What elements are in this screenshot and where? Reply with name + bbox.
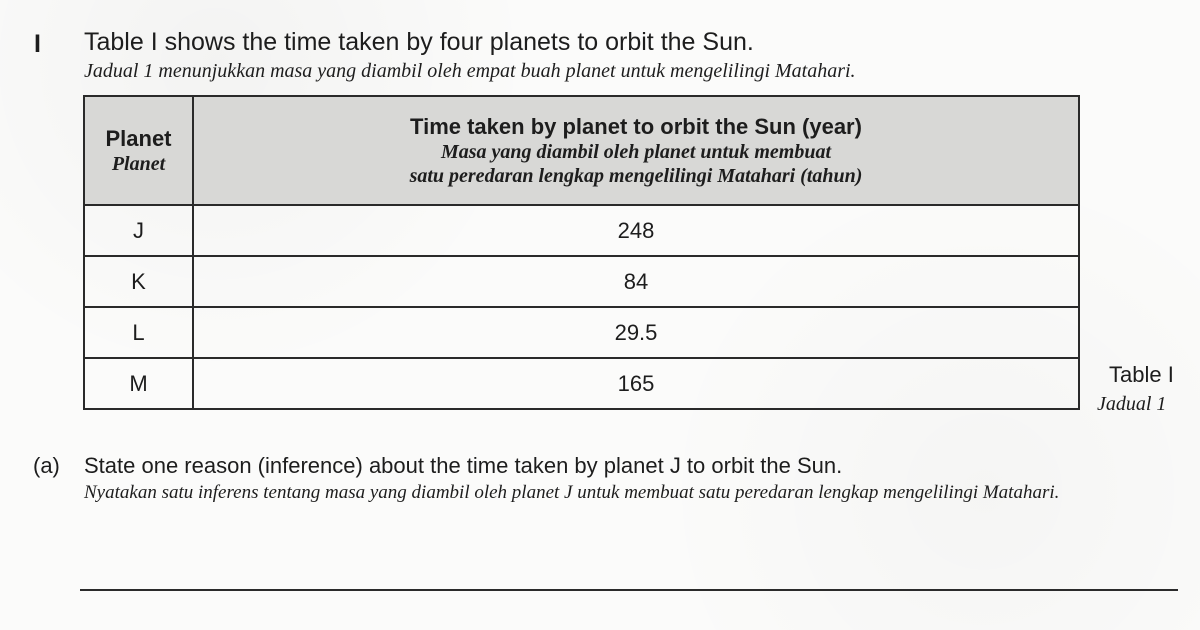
part-a-label: (a) (33, 453, 60, 478)
time-header (193, 96, 1079, 205)
planet-cell: L (84, 307, 193, 358)
table-header-row (84, 96, 1079, 205)
planet-header (84, 96, 193, 205)
part-a-text-malay: Nyatakan satu inferens tentang masa yang diambil oleh planet J untuk membuat satu peredaran lengkap mengelilingi Matahari. (84, 482, 1060, 503)
part-a-text-english: State one reason (inference) about the time taken by planet J to orbit the Sun. (84, 453, 843, 478)
planet-orbit-table (83, 95, 1080, 410)
time-cell: 165 (193, 358, 1079, 409)
question-number: I (34, 30, 41, 58)
planet-cell: J (84, 205, 193, 256)
table-row (84, 307, 1079, 358)
question-text-malay: Jadual 1 menunjukkan masa yang diambil oleh empat buah planet untuk mengelilingi Matahari. (84, 60, 856, 82)
table-row (84, 358, 1079, 409)
time-cell: 248 (193, 205, 1079, 256)
time-header-english: Time taken by planet to orbit the Sun (year) (410, 113, 862, 139)
time-cell: 84 (193, 256, 1079, 307)
planet-header-malay: Planet (111, 152, 166, 175)
table-row (84, 256, 1079, 307)
orbit-time-table (83, 95, 1080, 410)
time-header-malay-line-1: Masa yang diambil oleh planet untuk membuat (440, 140, 832, 163)
planet-header-english: Planet (105, 125, 172, 151)
answer-line[interactable] (80, 589, 1178, 591)
table-caption-malay: Jadual 1 (1097, 393, 1167, 415)
planet-cell: K (84, 256, 193, 307)
table-caption-english: Table I (1109, 362, 1174, 387)
question-text-english: Table I shows the time taken by four planets to orbit the Sun. (84, 28, 754, 56)
table-row (84, 205, 1079, 256)
planet-cell: M (84, 358, 193, 409)
time-header-malay-line-2: satu peredaran lengkap mengelilingi Matahari (tahun) (409, 164, 863, 187)
time-cell: 29.5 (193, 307, 1079, 358)
